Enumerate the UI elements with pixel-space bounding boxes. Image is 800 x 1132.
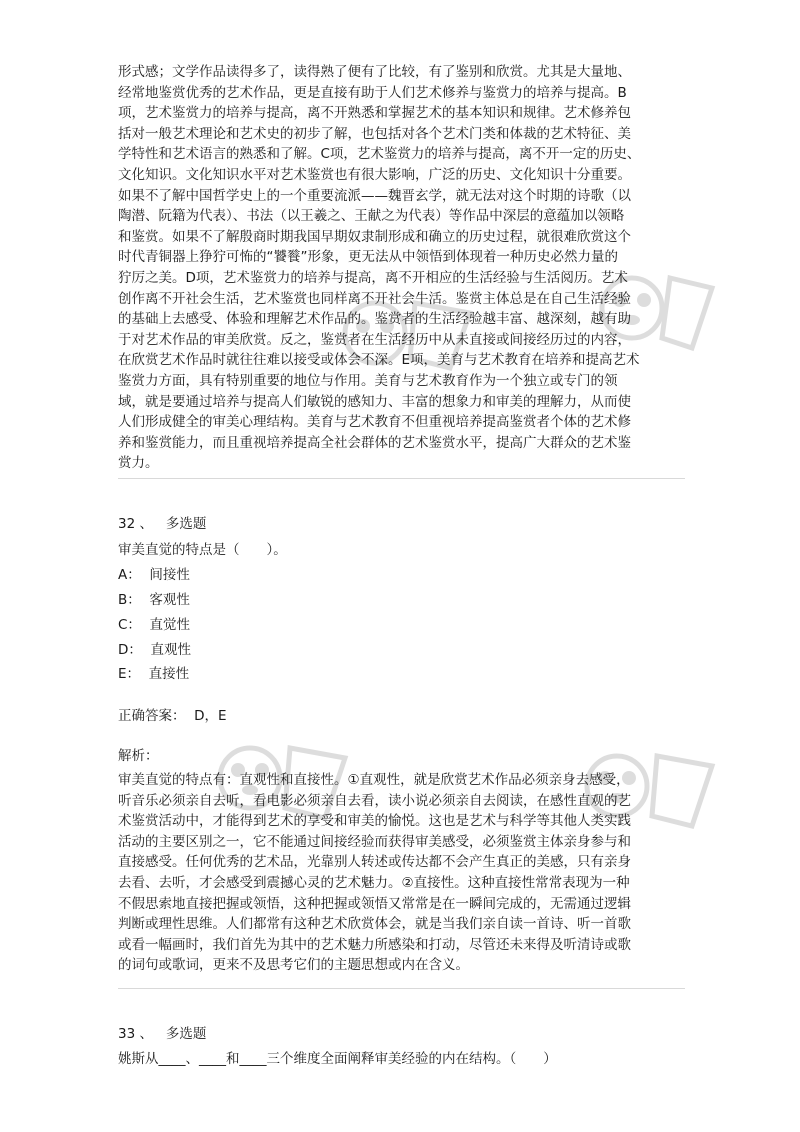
option-b xyxy=(118,590,190,610)
text-line: 项，艺术鉴赏力的培养与提高，离不开熟悉和掌握艺术的基本知识和规律。艺术修养包 xyxy=(118,105,631,122)
option-text: 间接性 xyxy=(149,567,190,583)
text-line: 时代青铜器上狰狞可怖的“饕餮”形象，更无法从中领悟到体现着一种历史必然力量的 xyxy=(118,249,618,266)
question-type: 多选题 xyxy=(165,1026,207,1042)
text-line: 文化知识。文化知识水平对艺术鉴赏也有很大影响，广泛的历史、文化知识十分重要。 xyxy=(118,166,631,183)
analysis-label: 解析： xyxy=(118,748,159,764)
text-line: 括对一般艺术理论和艺术史的初步了解，也包括对各个艺术门类和体裁的艺术特征、美 xyxy=(118,125,631,142)
option-key: B： xyxy=(118,592,141,608)
explanation-paragraph xyxy=(118,62,690,474)
text-line: 和鉴赏。如果不了解殷商时期我国早期奴隶制形成和确立的历史过程，就很难欣赏这个 xyxy=(118,228,631,245)
text-line: 审美直觉的特点有：直观性和直接性。①直观性，就是欣赏艺术作品必须亲身去感受， xyxy=(118,772,630,788)
section-divider xyxy=(118,478,685,479)
text-line: 养和鉴赏能力，而且重视培养提高全社会群体的艺术鉴赏水平，提高广大群众的艺术鉴 xyxy=(118,434,631,451)
answer-value: D，E xyxy=(194,708,227,724)
text-line: 直接感受。任何优秀的艺术品，光靠别人转述或传达都不会产生真正的美感，只有亲身 xyxy=(118,854,631,871)
text-line: 创作离不开社会生活，艺术鉴赏也同样离不开社会牛活。鉴赏主体总是在自己生活经验 xyxy=(118,290,631,307)
text-line: 不假思索地直接把握或领悟，这种把握或领悟又常常是在一瞬间完成的，无需通过逻辑 xyxy=(118,895,631,912)
question-stem: 姚斯从____、____和____三个维度全面阐释审美经验的内在结构。（ ） xyxy=(118,1051,557,1067)
option-c xyxy=(118,615,190,635)
text-line: 判断或理性思维。人们都常有这种艺术欣赏体会，就是当我们亲自读一首诗、听一首歌 xyxy=(118,916,631,933)
text-line: 鉴赏力方面，具有特别重要的地位与作用。美育与艺术教育作为一个独立或专门的领 xyxy=(118,372,618,389)
text-line: 的基础上去感受、体验和理解艺术作品的。鉴赏者的生活经验越丰富、越深刻，越有助 xyxy=(118,311,631,328)
question-type: 多选题 xyxy=(165,516,207,532)
question-number: 32 、 xyxy=(118,516,153,532)
option-d xyxy=(118,640,191,660)
text-line: 域，就是要通过培养与提高人们敏锐的感知力、丰富的想象力和审美的理解力，从而使 xyxy=(118,393,631,410)
option-text: 直接性 xyxy=(148,666,190,682)
text-line: 或看一幅画时，我们首先为其中的艺术魅力所感染和打动，尽管还未来得及听清诗或歌 xyxy=(118,936,631,953)
text-line: 人们形成健全的审美心理结构。美育与艺术教育不但重视培养提高鉴赏者个体的艺术修 xyxy=(118,414,631,431)
option-e xyxy=(118,664,189,684)
text-line: 陶潜、阮籍为代表）、书法（以王羲之、王献之为代表）等作品中深层的意蕴加以领略 xyxy=(118,208,625,225)
text-line: 经常地鉴赏优秀的艺术作品，更是直接有助于人们艺术修养与鉴赏力的培养与提高。B xyxy=(118,84,627,101)
text-line: 学特性和艺术语言的熟悉和了解。C项，艺术鉴赏力的培养与提高，离不开一定的历史、 xyxy=(118,146,641,163)
text-line: 如果不了解中国哲学史上的一个重要流派——魏晋玄学，就无法对这个时期的诗歌（以 xyxy=(118,187,631,204)
text-line: 形式感；文学作品读得多了，读得熟了便有了比较，有了鉴别和欣赏。尤其是大量地、 xyxy=(118,64,631,80)
text-line: 活动的主要区别之一，它不能通过间接经验而获得审美感受，必须鉴赏主体亲身参与和 xyxy=(118,833,631,850)
question-header xyxy=(118,514,206,534)
text-line: 去看、去听，才会感受到震撼心灵的艺术魅力。②直接性。这种直接性常常表现为一种 xyxy=(118,874,630,891)
option-text: 客观性 xyxy=(149,592,190,608)
option-key: D： xyxy=(118,642,142,658)
text-line: 狞厉之美。D项，艺术鉴赏力的培养与提高，离不开相应的生活经验与生活阅历。艺术 xyxy=(118,269,628,286)
option-key: C： xyxy=(118,617,141,633)
option-text: 直观性 xyxy=(150,642,191,658)
correct-answer xyxy=(118,706,227,726)
question-stem: 审美直觉的特点是（ ）。 xyxy=(118,542,287,558)
option-a xyxy=(118,565,190,585)
text-line: 于对艺术作品的审美欣赏。反之，鉴赏者在生活经历中从未直接或间接经历过的内容， xyxy=(118,331,631,348)
text-line: 听音乐必须亲自去听，看电影必须亲自去看，读小说必须亲自去阅读，在感性直观的艺 xyxy=(118,792,631,809)
question-header xyxy=(118,1024,206,1044)
option-key: A： xyxy=(118,567,141,583)
text-line: 的词句或歌词，更来不及思考它们的主题思想或内在含义。 xyxy=(118,957,469,974)
option-key: E： xyxy=(118,666,141,682)
section-divider xyxy=(118,988,685,989)
analysis-paragraph xyxy=(118,770,690,976)
answer-label: 正确答案： xyxy=(118,708,186,724)
option-text: 直觉性 xyxy=(149,617,191,633)
text-line: 赏力。 xyxy=(118,455,159,472)
question-number: 33 、 xyxy=(118,1026,153,1042)
text-line: 术鉴赏活动中，才能得到艺术的享受和审美的愉悦。这也是艺术与科学等其他人类实践 xyxy=(118,813,631,830)
text-line: 在欣赏艺术作品时就往往难以接受或体会不深。E项，美育与艺术教育在培养和提高艺术 xyxy=(118,352,640,369)
